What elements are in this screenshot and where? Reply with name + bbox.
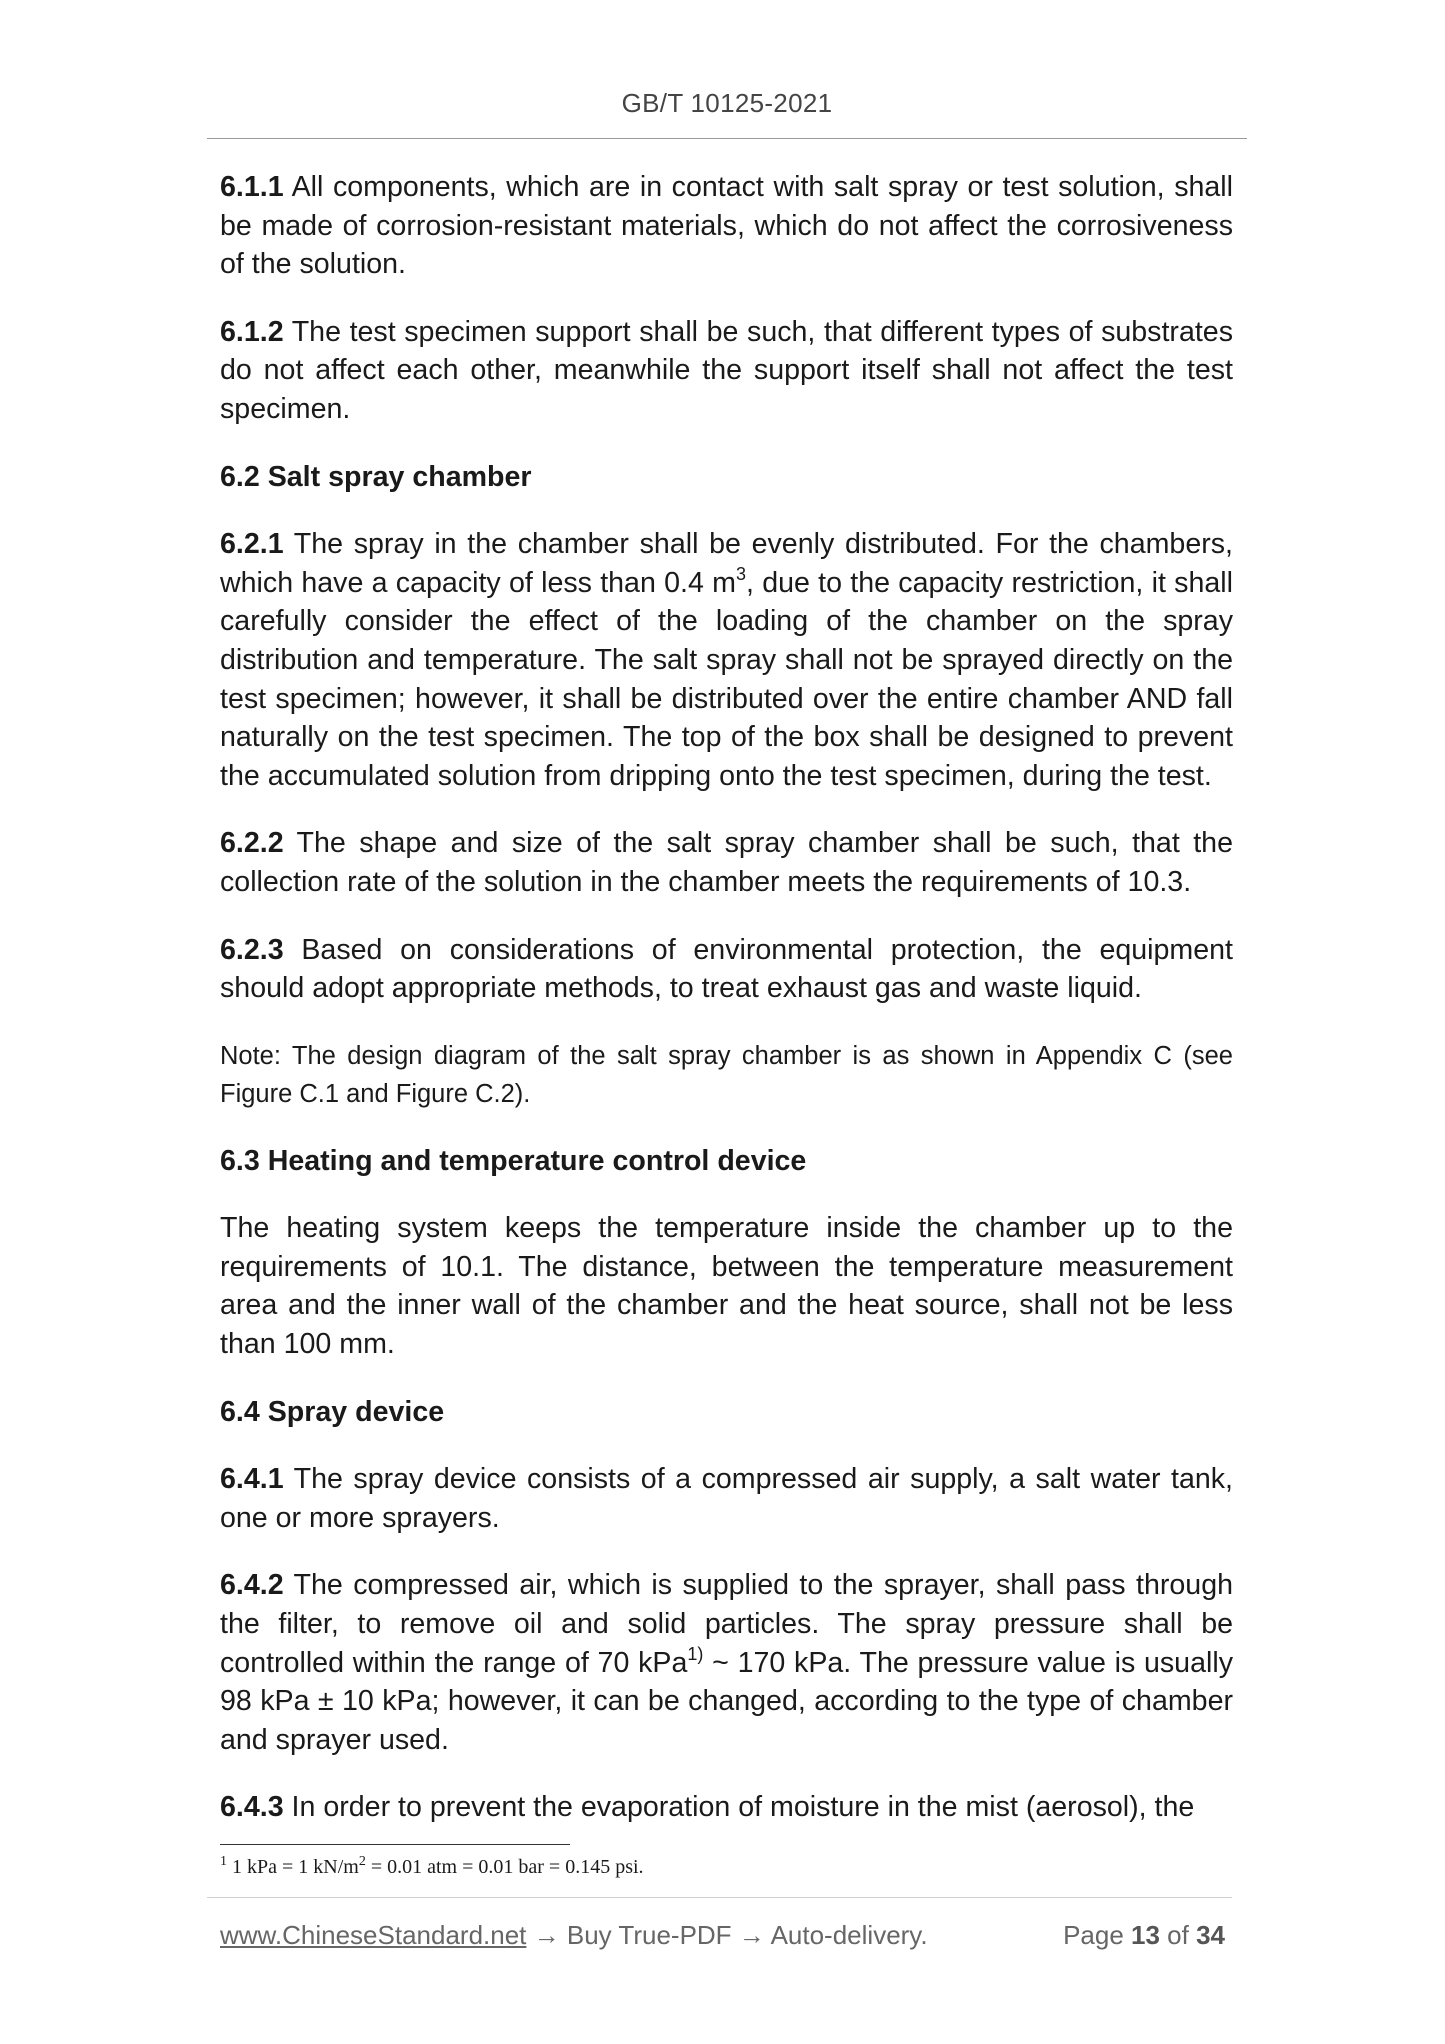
clause-text: The compressed air, which is supplied to the sprayer, shall pass through the filter, to remove oil and solid particles. The spray pressure shall be controlled within the range of 70 kPa bbox=[220, 1569, 1233, 1679]
footnote bbox=[220, 1856, 644, 1879]
footer-divider bbox=[207, 1897, 1232, 1898]
clause-6-2-1 bbox=[220, 525, 1233, 795]
clause-text: The shape and size of the salt spray chamber shall be such, that the collection rate of the solution in the chamber meets the requirements of 10.3. bbox=[220, 827, 1233, 898]
page-header: GB/T 10125-2021 bbox=[621, 88, 833, 118]
page-footer bbox=[220, 1920, 1225, 1951]
clause-6-2-3 bbox=[220, 931, 1233, 1008]
clause-text: All components, which are in contact with salt spray or test solution, shall be made of corrosion-resistant materials, which do not affect the corrosiveness of the solution. bbox=[220, 171, 1233, 281]
clause-number: 6.4.1 bbox=[220, 1463, 284, 1496]
of-label: of bbox=[1159, 1920, 1197, 1950]
clause-6-4-3 bbox=[220, 1788, 1233, 1827]
website-link[interactable]: www.ChineseStandard.net bbox=[220, 1920, 527, 1950]
section-heading-6-3: 6.3 Heating and temperature control device bbox=[220, 1144, 807, 1177]
superscript: 2 bbox=[358, 1854, 366, 1869]
footnote-mark: 1 bbox=[220, 1854, 227, 1869]
clause-6-3-text: The heating system keeps the temperature inside the chamber up to the requirements of 10.1. The distance, between the temperature measurement area and the inner wall of the chamber and the heat source, shall not be less than 100 mm. bbox=[220, 1212, 1233, 1361]
footnote-reference[interactable]: 1) bbox=[687, 1643, 704, 1664]
clause-text: , due to the capacity restriction, it shall carefully consider the effect of the loading of the chamber on the spray distribution and temperature. The salt spray shall not be sprayed directly on the test specimen; however, it shall be distributed over the entire chamber AND fall naturally on the test specimen. The top of the box shall be designed to prevent the accumulated solution from dripping onto the test specimen, during the test. bbox=[220, 566, 1233, 792]
footnote-text: = 0.01 atm = 0.01 bar = 0.145 psi. bbox=[365, 1856, 644, 1878]
page-label: Page bbox=[1063, 1920, 1132, 1950]
clause-number: 6.1.1 bbox=[220, 171, 284, 203]
clause-text: The spray in the chamber shall be evenly distributed. For the chambers, which have a capacity of less than 0.4 m bbox=[220, 528, 1233, 599]
clause-text: ~ 170 kPa. The pressure value is usually 98 kPa ± 10 kPa; however, it can be changed, according to the type of chamber and sprayer used. bbox=[220, 1646, 1233, 1756]
page-total: 34 bbox=[1196, 1920, 1225, 1950]
clause-text: The spray device consists of a compressed air supply, a salt water tank, one or more sprayers. bbox=[220, 1463, 1233, 1534]
clause-number: 6.2.3 bbox=[220, 933, 284, 966]
clause-text: The test specimen support shall be such, that different types of substrates do not affect each other, meanwhile the support itself shall not affect the test specimen. bbox=[220, 315, 1233, 425]
clause-number: 6.1.2 bbox=[220, 315, 284, 348]
section-heading-6-4: 6.4 Spray device bbox=[220, 1395, 445, 1428]
page-indicator bbox=[1063, 1920, 1225, 1951]
clause-number: 6.4.3 bbox=[220, 1791, 284, 1824]
footnote-text: 1 kPa = 1 kN/m bbox=[227, 1856, 359, 1878]
clause-6-4-1 bbox=[220, 1460, 1233, 1537]
clause-6-1-2 bbox=[220, 313, 1233, 429]
footnote-divider bbox=[220, 1844, 570, 1845]
page-number: 13 bbox=[1131, 1920, 1160, 1950]
footer-promo: → Buy True-PDF → Auto-delivery. bbox=[526, 1920, 928, 1950]
clause-number: 6.2.1 bbox=[220, 528, 284, 561]
clause-6-2-2 bbox=[220, 824, 1233, 901]
note: Note: The design diagram of the salt spray chamber is as shown in Appendix C (see Figure C.1 and Figure C.2). bbox=[220, 1041, 1233, 1108]
clause-number: 6.2.2 bbox=[220, 827, 284, 860]
clause-6-1-1 bbox=[220, 168, 1233, 284]
clause-text: In order to prevent the evaporation of moisture in the mist (aerosol), the bbox=[283, 1791, 1195, 1824]
clause-text: Based on considerations of environmental protection, the equipment should adopt appropriate methods, to treat exhaust gas and waste liquid. bbox=[220, 933, 1233, 1005]
header-divider bbox=[207, 138, 1247, 139]
document-body bbox=[220, 168, 1233, 1856]
clause-6-4-2 bbox=[220, 1566, 1233, 1759]
clause-number: 6.4.2 bbox=[220, 1569, 284, 1602]
superscript: 3 bbox=[735, 563, 746, 584]
section-heading-6-2: 6.2 Salt spray chamber bbox=[220, 460, 532, 493]
